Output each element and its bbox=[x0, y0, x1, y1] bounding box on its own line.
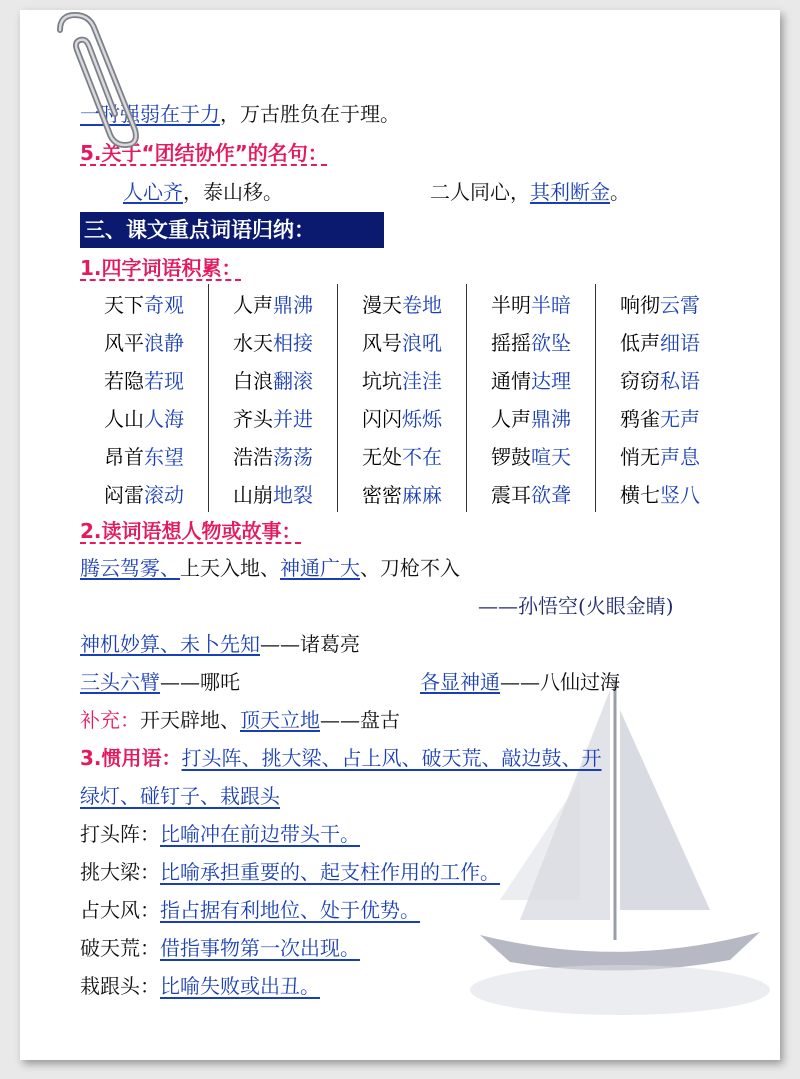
word-suffix: 欲聋 bbox=[531, 482, 571, 507]
four-char-words-table bbox=[80, 284, 724, 512]
story4-label: 补充： bbox=[80, 708, 140, 732]
word-prefix: 人声 bbox=[491, 406, 531, 431]
word-prefix: 摇摇 bbox=[491, 330, 531, 355]
word-cell bbox=[209, 474, 338, 512]
definition-row bbox=[80, 818, 360, 847]
story2-a: 神机妙算、未卜先知 bbox=[80, 632, 260, 656]
word-cell bbox=[80, 322, 209, 360]
word-prefix: 闪闪 bbox=[362, 406, 402, 431]
word-suffix: 达理 bbox=[531, 368, 571, 393]
word-cell bbox=[80, 436, 209, 474]
unity-right-start: 二人同心， bbox=[430, 180, 530, 204]
word-cell bbox=[338, 398, 467, 436]
definition-row bbox=[80, 856, 500, 885]
subsection2-title: 2.读词语想人物或故事： bbox=[80, 519, 302, 543]
word-cell bbox=[209, 284, 338, 322]
story4-line bbox=[80, 704, 400, 733]
story3-a: 三头六臂 bbox=[80, 670, 160, 694]
word-cell bbox=[338, 436, 467, 474]
definition-text: 比喻失败或出丑。 bbox=[160, 974, 320, 998]
word-prefix: 若隐 bbox=[104, 368, 144, 393]
word-prefix: 浩浩 bbox=[233, 444, 273, 469]
word-prefix: 漫天 bbox=[362, 292, 402, 317]
idioms-list-1: 打头阵、挑大梁、占上风、破天荒、敲边鼓、开 bbox=[181, 746, 602, 770]
word-cell bbox=[467, 436, 596, 474]
word-suffix: 竖八 bbox=[660, 482, 700, 507]
word-suffix: 烁烁 bbox=[402, 406, 442, 431]
word-prefix: 白浪 bbox=[233, 368, 273, 393]
unity-right-end: 。 bbox=[610, 180, 630, 204]
word-prefix: 通情 bbox=[491, 368, 531, 393]
word-cell bbox=[467, 474, 596, 512]
idioms-line1 bbox=[80, 742, 602, 771]
word-suffix: 浪静 bbox=[144, 330, 184, 355]
definition-term: 栽跟头： bbox=[80, 974, 160, 998]
unity-right-highlight: 其利断金 bbox=[530, 180, 610, 204]
definition-text: 比喻承担重要的、起支柱作用的工作。 bbox=[160, 860, 500, 884]
word-prefix: 悄无 bbox=[620, 444, 660, 469]
story3-left bbox=[80, 666, 240, 695]
idioms-line2 bbox=[80, 780, 280, 809]
word-prefix: 无处 bbox=[362, 444, 402, 469]
unity-proverb-left bbox=[123, 176, 283, 205]
document-page bbox=[20, 10, 780, 1060]
word-prefix: 风号 bbox=[362, 330, 402, 355]
words-row bbox=[80, 284, 724, 322]
definition-text: 借指事物第一次出现。 bbox=[160, 936, 360, 960]
definition-row bbox=[80, 894, 420, 923]
word-suffix: 奇观 bbox=[144, 292, 184, 317]
story1-d: 、刀枪不入 bbox=[360, 556, 460, 580]
word-suffix: 声息 bbox=[660, 444, 700, 469]
story1-answer: ——孙悟空(火眼金睛) bbox=[478, 594, 674, 618]
sailboat-watermark bbox=[460, 670, 780, 1030]
word-suffix: 洼洼 bbox=[402, 368, 442, 393]
word-prefix: 山崩 bbox=[233, 482, 273, 507]
word-cell bbox=[467, 284, 596, 322]
word-cell bbox=[80, 474, 209, 512]
story1-line bbox=[80, 552, 460, 581]
words-row bbox=[80, 398, 724, 436]
unity-left-highlight: 人心齐 bbox=[123, 180, 183, 204]
word-cell bbox=[467, 322, 596, 360]
word-prefix: 水天 bbox=[233, 330, 273, 355]
word-cell bbox=[596, 398, 725, 436]
word-suffix: 浪吼 bbox=[402, 330, 442, 355]
word-prefix: 人声 bbox=[233, 292, 273, 317]
unity-proverb-right bbox=[430, 176, 630, 205]
word-suffix: 相接 bbox=[273, 330, 313, 355]
word-cell bbox=[467, 398, 596, 436]
story3-b: ——哪吒 bbox=[160, 670, 240, 694]
word-suffix: 喧天 bbox=[531, 444, 571, 469]
word-suffix: 鼎沸 bbox=[273, 292, 313, 317]
word-cell bbox=[596, 474, 725, 512]
word-suffix: 欲坠 bbox=[531, 330, 571, 355]
words-row bbox=[80, 360, 724, 398]
words-row bbox=[80, 474, 724, 512]
paperclip-icon bbox=[35, 10, 145, 150]
word-cell bbox=[596, 284, 725, 322]
proverb-highlight: 一时强弱在于力 bbox=[80, 102, 220, 126]
word-suffix: 翻滚 bbox=[273, 368, 313, 393]
word-suffix: 人海 bbox=[144, 406, 184, 431]
word-suffix: 若现 bbox=[144, 368, 184, 393]
word-prefix: 闷雷 bbox=[104, 482, 144, 507]
word-prefix: 锣鼓 bbox=[491, 444, 531, 469]
word-suffix: 卷地 bbox=[402, 292, 442, 317]
subsection1-title: 1.四字词语积累： bbox=[80, 256, 242, 280]
word-prefix: 鸦雀 bbox=[620, 406, 660, 431]
word-cell bbox=[596, 360, 725, 398]
word-suffix: 细语 bbox=[660, 330, 700, 355]
word-cell bbox=[80, 284, 209, 322]
word-prefix: 齐头 bbox=[233, 406, 273, 431]
definition-text: 指占据有利地位、处于优势。 bbox=[160, 898, 420, 922]
word-prefix: 横七 bbox=[620, 482, 660, 507]
word-suffix: 东望 bbox=[144, 444, 184, 469]
word-cell bbox=[80, 398, 209, 436]
word-suffix: 并进 bbox=[273, 406, 313, 431]
word-suffix: 云霄 bbox=[660, 292, 700, 317]
word-cell bbox=[209, 322, 338, 360]
word-cell bbox=[596, 322, 725, 360]
word-cell bbox=[338, 284, 467, 322]
word-prefix: 响彻 bbox=[620, 292, 660, 317]
word-cell bbox=[338, 322, 467, 360]
definition-term: 打头阵： bbox=[80, 822, 160, 846]
words-row bbox=[80, 436, 724, 474]
word-suffix: 半暗 bbox=[531, 292, 571, 317]
word-prefix: 震耳 bbox=[491, 482, 531, 507]
section3-banner: 三、课文重点词语归纳： bbox=[80, 212, 384, 248]
word-cell bbox=[467, 360, 596, 398]
story4-b: 顶天立地 bbox=[240, 708, 320, 732]
word-cell bbox=[80, 360, 209, 398]
story1-c: 神通广大 bbox=[280, 556, 360, 580]
definition-term: 挑大梁： bbox=[80, 860, 160, 884]
unity-left-rest: ，泰山移。 bbox=[183, 180, 283, 204]
word-prefix: 低声 bbox=[620, 330, 660, 355]
word-prefix: 坑坑 bbox=[362, 368, 402, 393]
story2-b: ——诸葛亮 bbox=[260, 632, 360, 656]
word-prefix: 窃窃 bbox=[620, 368, 660, 393]
word-prefix: 半明 bbox=[491, 292, 531, 317]
word-suffix: 无声 bbox=[660, 406, 700, 431]
definition-row bbox=[80, 932, 360, 961]
story4-c: ——盘古 bbox=[320, 708, 400, 732]
word-suffix: 鼎沸 bbox=[531, 406, 571, 431]
story4-a: 开天辟地、 bbox=[140, 708, 240, 732]
word-suffix: 不在 bbox=[402, 444, 442, 469]
word-suffix: 麻麻 bbox=[402, 482, 442, 507]
section5-title: 5.关于“团结协作”的名句： bbox=[80, 141, 328, 165]
word-suffix: 滚动 bbox=[144, 482, 184, 507]
idioms-label: 3.惯用语： bbox=[80, 746, 182, 770]
word-cell bbox=[209, 398, 338, 436]
word-prefix: 风平 bbox=[104, 330, 144, 355]
words-row bbox=[80, 322, 724, 360]
word-suffix: 荡荡 bbox=[273, 444, 313, 469]
definition-row bbox=[80, 970, 320, 999]
story1-a: 腾云驾雾、 bbox=[80, 556, 180, 580]
story2-line bbox=[80, 628, 360, 657]
word-cell bbox=[338, 474, 467, 512]
definition-term: 占大风： bbox=[80, 898, 160, 922]
word-prefix: 昂首 bbox=[104, 444, 144, 469]
word-cell bbox=[209, 360, 338, 398]
word-suffix: 私语 bbox=[660, 368, 700, 393]
definition-term: 破天荒： bbox=[80, 936, 160, 960]
idioms-list-2: 绿灯、碰钉子、栽跟头 bbox=[80, 784, 280, 808]
story3-right bbox=[420, 666, 620, 695]
word-prefix: 天下 bbox=[104, 292, 144, 317]
word-cell bbox=[596, 436, 725, 474]
story1-b: 上天入地、 bbox=[180, 556, 280, 580]
proverb-rest: ，万古胜负在于理。 bbox=[220, 102, 400, 126]
definition-text: 比喻冲在前边带头干。 bbox=[160, 822, 360, 846]
word-prefix: 人山 bbox=[104, 406, 144, 431]
word-cell bbox=[338, 360, 467, 398]
word-prefix: 密密 bbox=[362, 482, 402, 507]
word-suffix: 地裂 bbox=[273, 482, 313, 507]
story3-d: ——八仙过海 bbox=[500, 670, 620, 694]
story3-c: 各显神通 bbox=[420, 670, 500, 694]
word-cell bbox=[209, 436, 338, 474]
